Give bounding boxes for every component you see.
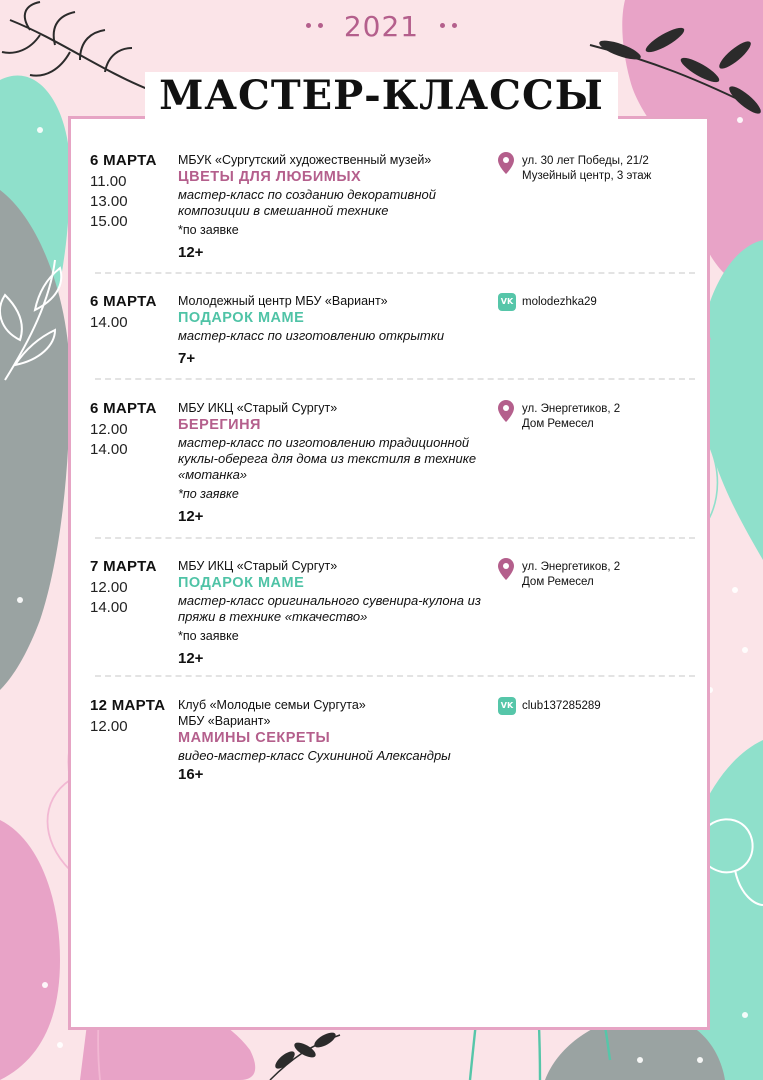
year-text: 2021 bbox=[343, 9, 420, 43]
year-header bbox=[0, 8, 763, 43]
event-organizer: МБУК «Сургутский художественный музей» bbox=[178, 153, 432, 167]
event-date: 6 МАРТА bbox=[90, 400, 157, 417]
event-times bbox=[90, 578, 128, 618]
event-time: 12.00 bbox=[90, 421, 128, 438]
event-item bbox=[90, 558, 670, 668]
event-organizer: Клуб «Молодые семьи Сургута» bbox=[178, 698, 366, 712]
event-organizer: МБУ ИКЦ «Старый Сургут» bbox=[178, 559, 338, 573]
event-body bbox=[178, 697, 498, 783]
event-item bbox=[90, 152, 670, 262]
event-time: 14.00 bbox=[90, 599, 128, 616]
event-name: МАМИНЫ СЕКРЕТЫ bbox=[178, 730, 331, 746]
vk-link[interactable]: molodezhka29 bbox=[522, 296, 597, 308]
event-time: 12.00 bbox=[90, 579, 128, 596]
event-note: *по заявке bbox=[178, 223, 239, 237]
event-body bbox=[178, 400, 498, 525]
event-age-rating: 7+ bbox=[178, 350, 196, 367]
right-dots-ornament bbox=[427, 21, 457, 31]
event-divider bbox=[95, 378, 695, 380]
event-time: 13.00 bbox=[90, 193, 128, 210]
event-divider bbox=[95, 272, 695, 274]
location-line: Дом Ремесел bbox=[522, 576, 594, 588]
event-organizer-secondary: МБУ «Вариант» bbox=[178, 714, 271, 728]
event-organizer: МБУ ИКЦ «Старый Сургут» bbox=[178, 401, 338, 415]
event-description: мастер-класс по изготовлению открытки bbox=[178, 328, 445, 343]
location-line: Музейный центр, 3 этаж bbox=[522, 170, 652, 182]
event-times bbox=[90, 420, 128, 460]
event-name: ЦВЕТЫ ДЛЯ ЛЮБИМЫХ bbox=[178, 169, 362, 185]
event-time: 14.00 bbox=[90, 441, 128, 458]
event-body bbox=[178, 558, 498, 667]
map-pin-icon bbox=[498, 152, 514, 174]
event-name: ПОДАРОК МАМЕ bbox=[178, 310, 305, 326]
event-date: 6 МАРТА bbox=[90, 293, 157, 310]
location-line: ул. 30 лет Победы, 21/2 bbox=[522, 155, 649, 167]
event-item bbox=[90, 697, 670, 792]
event-date: 7 МАРТА bbox=[90, 558, 157, 575]
vk-link[interactable]: club137285289 bbox=[522, 700, 601, 712]
event-age-rating: 12+ bbox=[178, 508, 204, 525]
event-body bbox=[178, 152, 498, 261]
event-date: 6 МАРТА bbox=[90, 152, 157, 169]
event-times bbox=[90, 717, 128, 737]
event-description: мастер-класс по созданию декоративной композиции в смешанной технике bbox=[178, 187, 436, 218]
event-time: 14.00 bbox=[90, 314, 128, 331]
event-age-rating: 16+ bbox=[178, 766, 204, 783]
event-divider bbox=[95, 675, 695, 677]
page-title bbox=[0, 72, 763, 119]
event-body bbox=[178, 293, 498, 367]
event-description: видео-мастер-класс Сухининой Александры bbox=[178, 748, 451, 763]
location-line: Дом Ремесел bbox=[522, 418, 594, 430]
event-name: ПОДАРОК МАМЕ bbox=[178, 575, 305, 591]
event-divider bbox=[95, 537, 695, 539]
event-item bbox=[90, 293, 670, 373]
event-times bbox=[90, 172, 128, 232]
event-item bbox=[90, 400, 670, 525]
event-description: мастер-класс оригинального сувенира-кулона из пряжи в технике «ткачество» bbox=[178, 593, 481, 624]
location-line: ул. Энергетиков, 2 bbox=[522, 403, 621, 415]
event-organizer: Молодежный центр МБУ «Вариант» bbox=[178, 294, 388, 308]
vk-icon: VK bbox=[498, 293, 516, 311]
event-note: *по заявке bbox=[178, 629, 239, 643]
event-time: 12.00 bbox=[90, 718, 128, 735]
event-note: *по заявке bbox=[178, 487, 239, 501]
event-description: мастер-класс по изготовлению традиционной куклы-оберега для дома из текстиля в технике «мотанка» bbox=[178, 435, 477, 482]
event-date: 12 МАРТА bbox=[90, 697, 166, 714]
map-pin-icon bbox=[498, 558, 514, 580]
map-pin-icon bbox=[498, 400, 514, 422]
event-time: 11.00 bbox=[90, 173, 127, 190]
event-age-rating: 12+ bbox=[178, 244, 204, 261]
left-dots-ornament bbox=[306, 21, 336, 31]
event-time: 15.00 bbox=[90, 213, 128, 230]
event-name: БЕРЕГИНЯ bbox=[178, 417, 261, 433]
event-age-rating: 12+ bbox=[178, 650, 204, 667]
vk-icon: VK bbox=[498, 697, 516, 715]
location-line: ул. Энергетиков, 2 bbox=[522, 561, 621, 573]
page-title-text: МАСТЕР-КЛАССЫ bbox=[145, 72, 618, 119]
event-times bbox=[90, 313, 128, 333]
